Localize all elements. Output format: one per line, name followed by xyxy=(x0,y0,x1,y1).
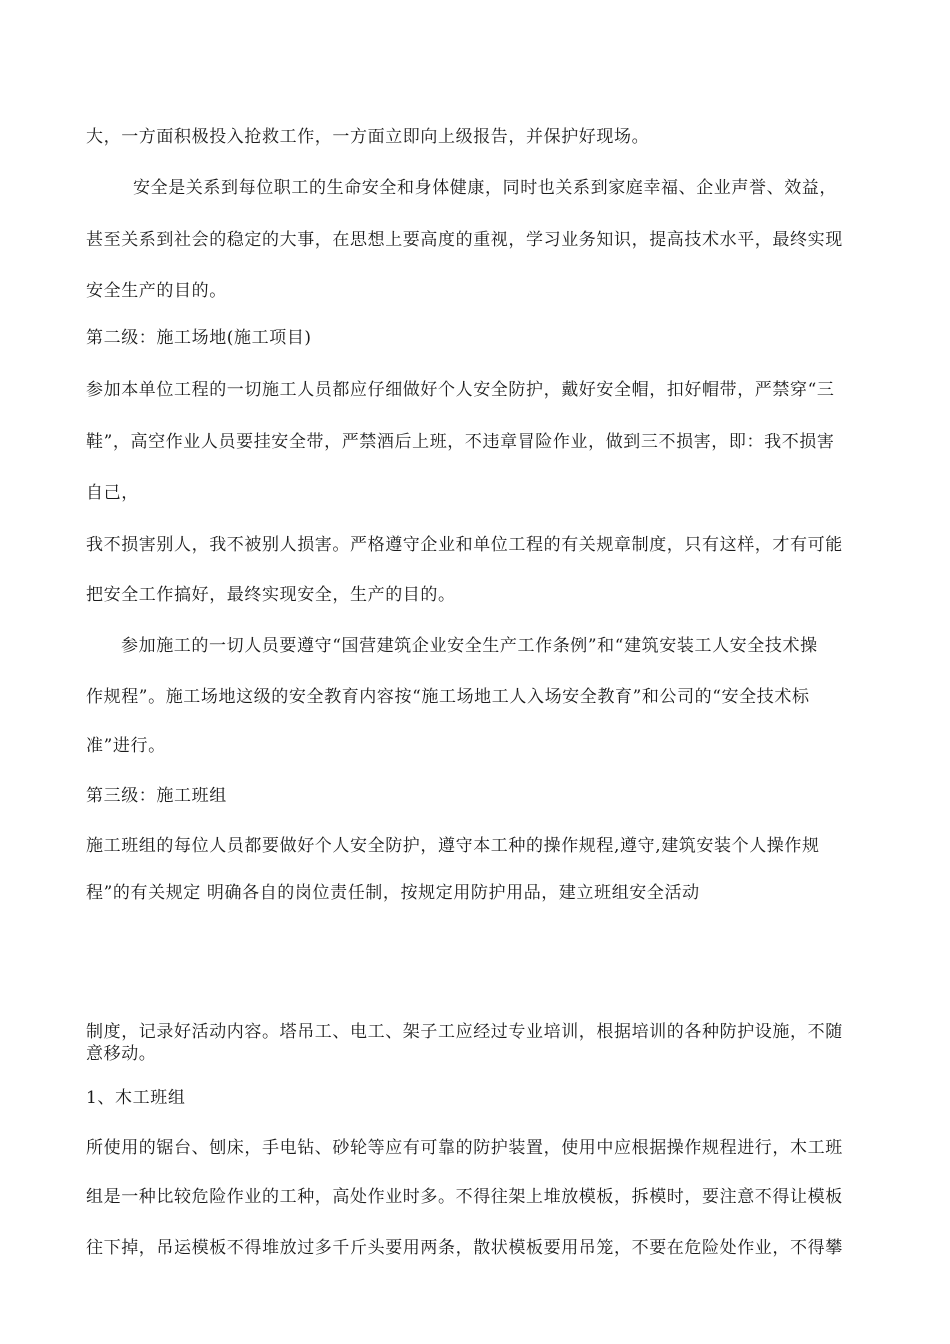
text-line: 安全生产的目的。 xyxy=(86,281,227,301)
paragraph-first-line: 所使用的锯台、刨床，手电钻、砂轮等应有可靠的防护装置，使用中应根据操作规程进行，木工班 xyxy=(86,1138,843,1158)
paragraph-first-line: 安全是关系到每位职工的生命安全和身体健康，同时也关系到家庭幸福、企业声誉、效益， xyxy=(133,178,837,198)
text-line: 组是一种比较危险作业的工种，高处作业时多。不得往架上堆放模板，拆模时，要注意不得让模板 xyxy=(86,1187,843,1207)
paragraph-first-line: 我不损害别人，我不被别人损害。严格遵守企业和单位工程的有关规章制度，只有这样，才有可能 xyxy=(86,535,843,555)
text-line: 自己， xyxy=(86,483,139,503)
text-line: 鞋”，高空作业人员要挂安全带，严禁酒后上班，不违章冒险作业，做到三不损害，即：我不损害 xyxy=(86,432,835,452)
paragraph-first-line: 施工班组的每位人员都要做好个人安全防护，遵守本工种的操作规程,遵守,建筑安装个人操作规 xyxy=(86,836,820,856)
section-heading-level-2: 第二级：施工场地(施工项目) xyxy=(86,328,312,348)
text-line: 作规程”。施工场地这级的安全教育内容按“施工场地工人入场安全教育”和公司的“安全技术标 xyxy=(86,687,810,707)
paragraph-first-line: 参加本单位工程的一切施工人员都应仔细做好个人安全防护，戴好安全帽，扣好帽带，严禁穿“三 xyxy=(86,380,835,400)
text-line: 往下掉，吊运模板不得堆放过多千斤头要用两条，散状模板要用吊笼，不要在危险处作业，不得攀 xyxy=(86,1238,843,1258)
text-line: 意移动。 xyxy=(86,1044,157,1064)
paragraph-first-line: 参加施工的一切人员要遵守“国营建筑企业安全生产工作条例”和“建筑安装工人安全技术操 xyxy=(121,636,818,656)
text-line: 程”的有关规定 明确各自的岗位责任制，按规定用防护用品，建立班组安全活动 xyxy=(86,883,700,903)
text-line: 甚至关系到社会的稳定的大事，在思想上要高度的重视，学习业务知识，提高技术水平，最终实现 xyxy=(86,230,843,250)
subsection-heading: 1、木工班组 xyxy=(86,1088,186,1108)
text-line: 准”进行。 xyxy=(86,736,166,756)
text-line: 制度，记录好活动内容。塔吊工、电工、架子工应经过专业培训，根据培训的各种防护设施，不随 xyxy=(86,1022,843,1042)
text-line: 把安全工作搞好，最终实现安全，生产的目的。 xyxy=(86,585,456,605)
text-line: 大，一方面积极投入抢救工作，一方面立即向上级报告，并保护好现场。 xyxy=(86,127,650,147)
section-heading-level-3: 第三级：施工班组 xyxy=(86,786,227,806)
